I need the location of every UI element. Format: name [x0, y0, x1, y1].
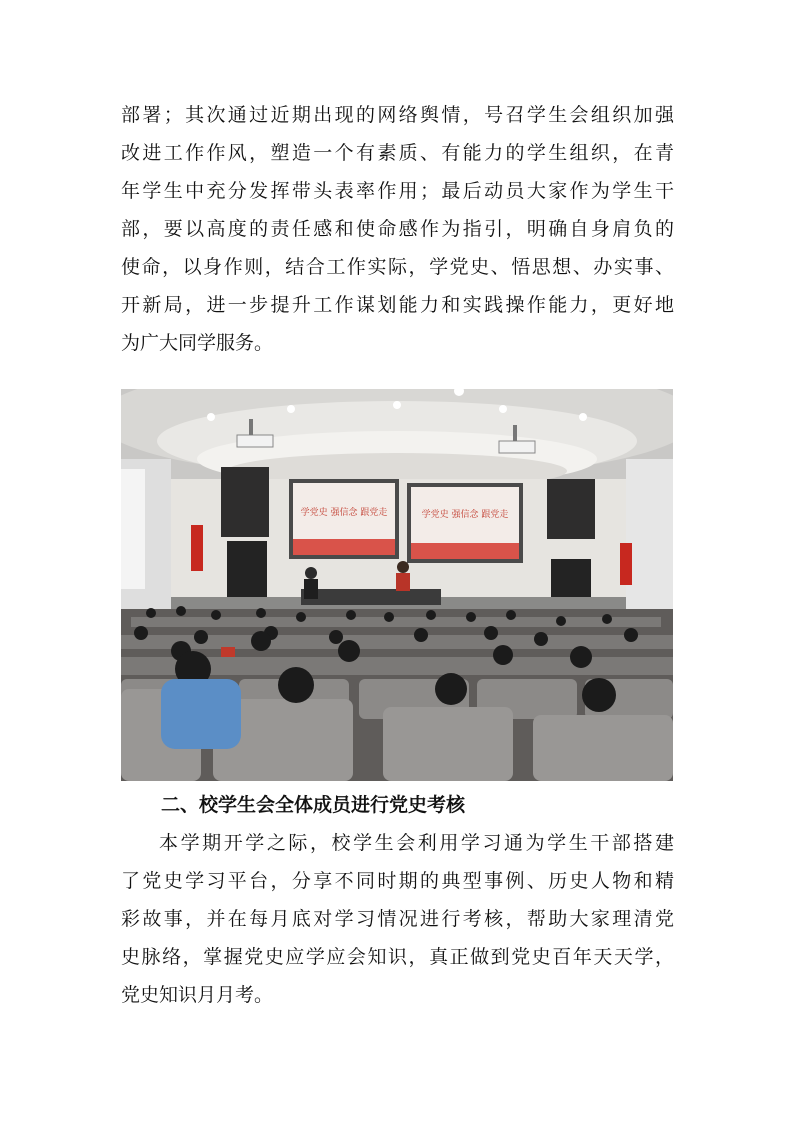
screen-right-title: 学党史 强信念 跟党走	[421, 510, 509, 520]
paragraph-line: 使命，以身作则，结合工作实际，学党史、悟思想、办实事、	[121, 256, 674, 278]
paragraph-1	[121, 96, 674, 362]
paragraph-line: 本学期开学之际，校学生会利用学习通为学生干部搭建	[159, 832, 674, 854]
paragraph-line: 年学生中充分发挥带头表率作用；最后动员大家作为学生干	[121, 180, 674, 202]
paragraph-line: 党史知识月月考。	[121, 984, 274, 1006]
paragraph-line: 部，要以高度的责任感和使命感作为指引，明确自身肩负的	[121, 218, 674, 240]
section-2-heading: 二、校学生会全体成员进行党史考核	[161, 794, 466, 816]
paragraph-line: 部署；其次通过近期出现的网络舆情，号召学生会组织加强	[121, 104, 674, 126]
paragraph-line: 改进工作作风，塑造一个有素质、有能力的学生组织，在青	[121, 142, 674, 164]
paragraph-line: 彩故事，并在每月底对学习情况进行考核，帮助大家理清党	[121, 908, 674, 930]
paragraph-line: 为广大同学服务。	[121, 332, 274, 354]
paragraph-line: 史脉络，掌握党史应学应会知识，真正做到党史百年天天学，	[121, 946, 674, 968]
paragraph-2	[121, 824, 674, 1014]
paragraph-line: 了党史学习平台，分享不同时期的典型事例、历史人物和精	[121, 870, 674, 892]
screen-left-title: 学党史 强信念 跟党走	[300, 508, 388, 518]
lecture-hall-photo	[121, 389, 673, 781]
paragraph-line: 开新局，进一步提升工作谋划能力和实践操作能力，更好地	[121, 294, 674, 316]
